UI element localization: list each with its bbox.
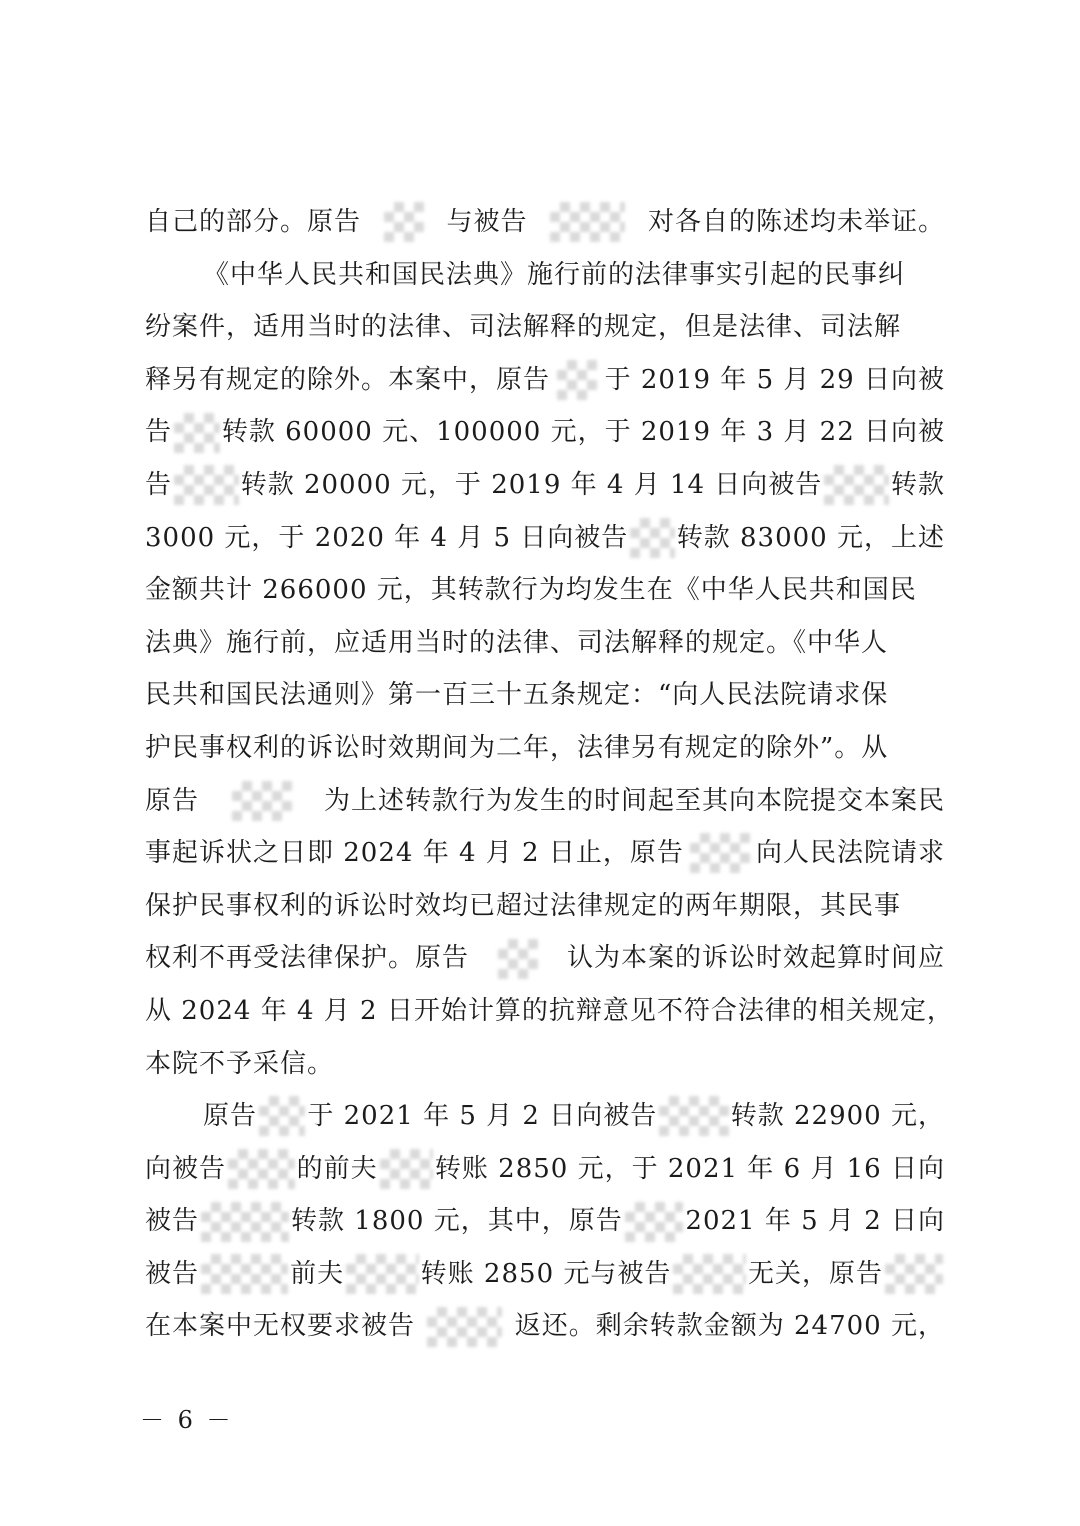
text-line [145,880,945,933]
text-line [145,1143,945,1196]
text-line [145,249,945,302]
redaction-mask [498,939,538,979]
text-segment: 转账 2850 元与被告 [420,1258,672,1289]
text-segment: 对各自的陈述均未举证。 [647,207,945,237]
text-line [145,617,945,670]
text-segment: 转款 [890,469,945,500]
text-segment: 告 [145,469,173,500]
text-line [145,669,945,722]
text-segment: 转款 60000 元、100000 元，于 2019 年 3 月 22 日向被 [221,417,945,448]
text-line [145,406,945,459]
redaction-mask [690,833,750,873]
text-segment: 权利不再受法律保护。原告 [145,943,470,974]
redaction-mask [557,360,597,400]
text-line [145,354,945,407]
text-segment: 纷案件，适用当时的法律、司法解释的规定，但是法律、司法解 [145,312,902,343]
redaction-mask [673,1254,746,1294]
text-line [145,1300,945,1353]
text-line [145,932,945,985]
text-segment: 转款 22900 元， [730,1101,945,1132]
text-segment: 为上述转款行为发生的时间起至其向本院提交本案民 [323,785,945,816]
text-segment: 被告 [145,1206,200,1237]
redaction-mask [232,781,292,821]
redaction-mask [824,465,889,505]
text-segment: 原告 [203,1101,258,1132]
text-line [145,459,945,512]
text-segment: 返还。剩余转款金额为 24700 元， [514,1311,945,1342]
text-segment: 2021 年 5 月 2 日向 [685,1206,945,1237]
text-segment: 法典》施行前，应适用当时的法律、司法解释的规定。《中华人 [145,627,889,658]
text-line [145,1195,945,1248]
redaction-mask [201,1202,289,1242]
text-segment: 护民事权利的诉讼时效期间为二年，法律另有规定的除外”。从 [145,732,889,763]
text-line [145,827,945,880]
redaction-mask [346,1254,419,1294]
redaction-mask [201,1254,288,1294]
text-segment: 的前夫 [296,1153,378,1184]
redaction-mask [885,1254,943,1294]
text-segment: 转款 1800 元，其中，原告 [291,1206,623,1237]
text-segment: 向人民法院请求 [755,838,945,869]
text-segment: 在本案中无权要求被告 [145,1311,416,1342]
text-segment: 原告 [145,785,200,816]
text-line [145,985,954,1038]
text-segment: 被告 [145,1258,200,1289]
text-line [145,1090,945,1143]
redaction-mask [259,1096,305,1136]
text-line [145,564,945,617]
text-line [145,1038,945,1091]
text-segment: 从 2024 年 4 月 2 日开始计算的抗辩意见不符合法律的相关规定， [145,995,954,1026]
redaction-mask [228,1149,295,1189]
redaction-mask [550,202,625,242]
text-segment: 金额共计 266000 元，其转款行为均发生在《中华人民共和国民 [145,575,917,606]
text-segment: 保护民事权利的诉讼时效均已超过法律规定的两年期限，其民事 [145,890,902,921]
redaction-mask [659,1096,729,1136]
text-segment: 事起诉状之日即 2024 年 4 月 2 日止，原告 [145,838,684,869]
redaction-mask [630,518,674,558]
redaction-mask [174,413,220,453]
text-segment: 本院不予采信。 [145,1048,335,1079]
text-segment: 前夫 [290,1258,345,1289]
text-line [145,196,945,249]
text-segment: 无关，原告 [747,1258,883,1289]
body-text [145,196,954,1353]
text-line [145,1248,945,1301]
text-segment: 告 [145,417,173,448]
text-segment: 《中华人民共和国民法典》施行前的法律事实引起的民事纠 [203,259,906,290]
text-segment: 与被告 [446,207,528,237]
text-segment: 认为本案的诉讼时效起算时间应 [566,943,945,974]
text-segment: 3000 元，于 2020 年 4 月 5 日向被告 [145,522,629,553]
redaction-mask [427,1307,502,1347]
redaction-mask [384,202,424,242]
page-number: － 6 － [140,1406,234,1434]
text-segment: 于 2019 年 5 月 29 日向被 [604,364,945,395]
redaction-mask [174,465,239,505]
text-line [145,722,945,775]
text-segment: 自己的部分。原告 [145,207,362,237]
text-segment: 转款 20000 元，于 2019 年 4 月 14 日向被告 [240,469,823,500]
redaction-mask [380,1149,433,1189]
text-line [145,512,945,565]
redaction-mask [625,1202,684,1242]
text-segment: 民共和国民法通则》第一百三十五条规定：“向人民法院请求保 [145,680,889,711]
text-segment: 转账 2850 元，于 2021 年 6 月 16 日向 [434,1153,945,1184]
text-segment: 释另有规定的除外。本案中，原告 [145,364,551,395]
text-segment: 于 2021 年 5 月 2 日向被告 [307,1101,658,1132]
text-line [145,775,945,828]
text-segment: 转款 83000 元，上述 [676,522,945,553]
text-line [145,301,945,354]
text-segment: 向被告 [145,1153,227,1184]
